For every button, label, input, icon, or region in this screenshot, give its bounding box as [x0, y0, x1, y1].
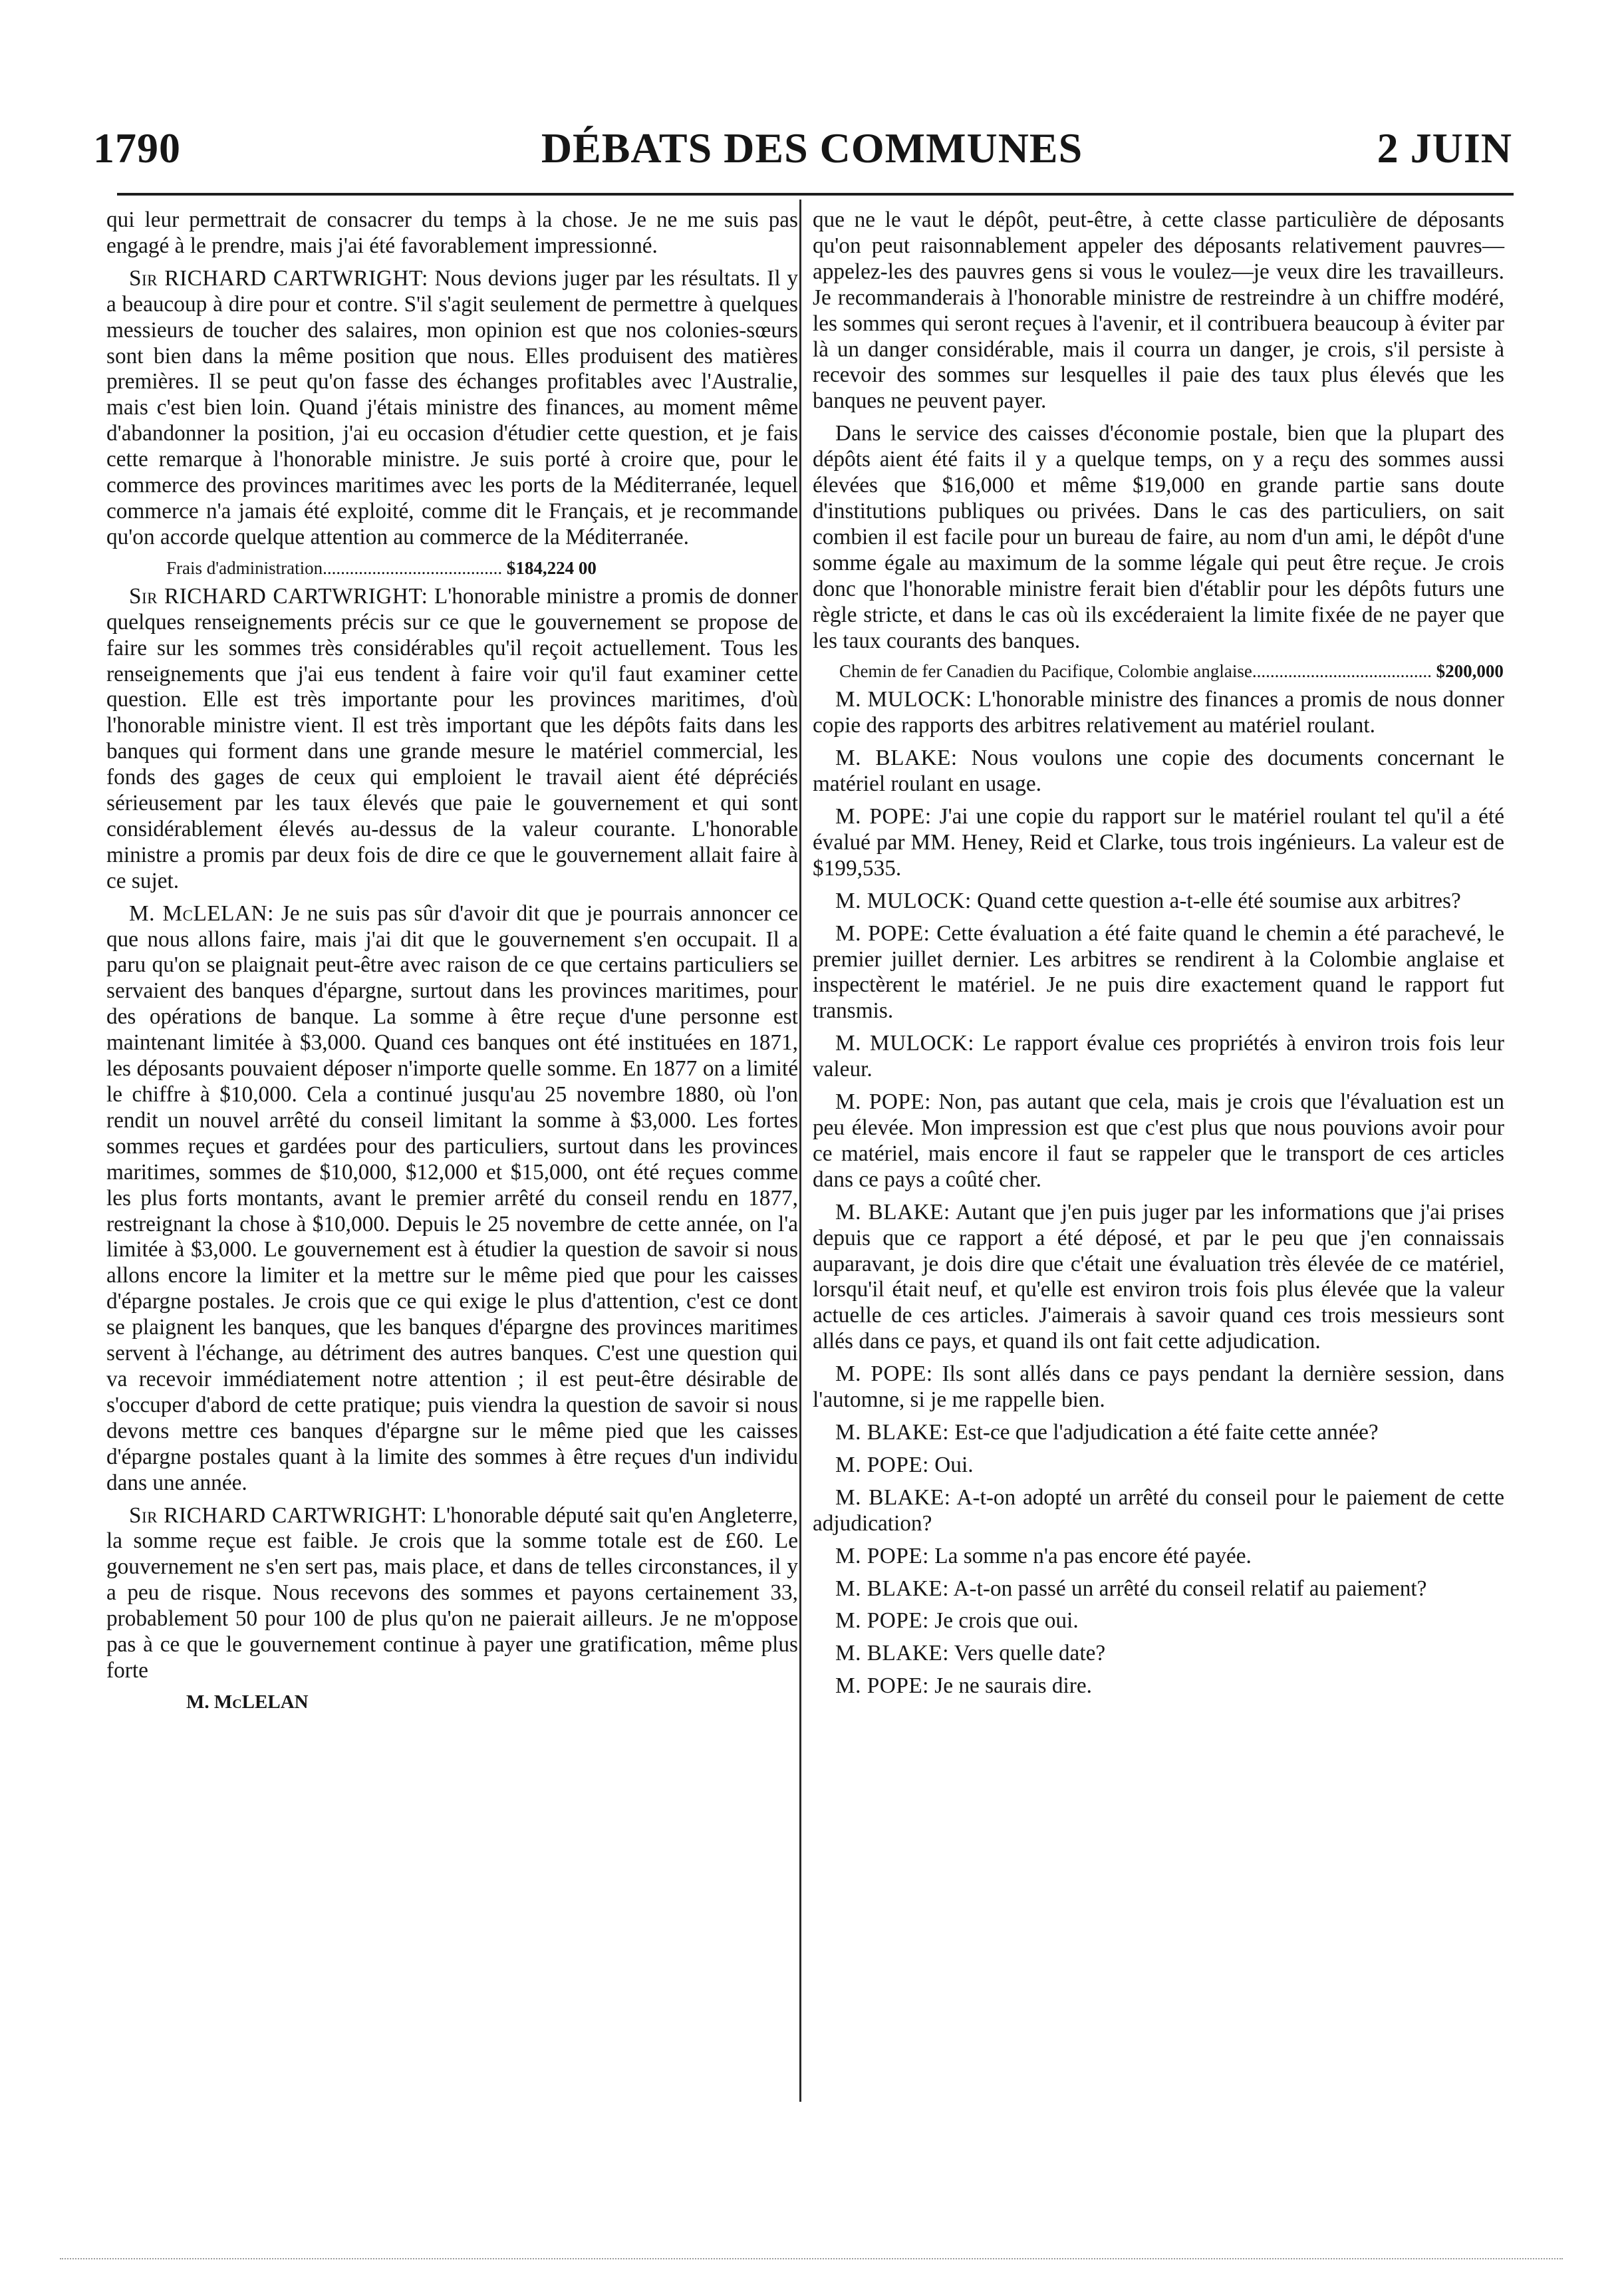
- speech: A-t-on passé un arrêté du conseil relatif au paiement?: [949, 1576, 1427, 1601]
- speaker: Sir RICHARD CARTWRIGHT:: [129, 583, 428, 609]
- item-label: Frais d'administration........................................: [166, 557, 503, 578]
- footer-rule: [60, 2258, 1563, 2261]
- dialogue-line: [813, 1641, 1504, 1667]
- speech: Ils sont allés dans ce pays pendant la dernière session, dans l'automne, si je me rappelle bien.: [813, 1361, 1504, 1413]
- speech: Quand cette question a-t-elle été soumise aux arbitres?: [971, 888, 1461, 913]
- dialogue-line: [813, 746, 1504, 797]
- budget-item: [106, 557, 798, 579]
- signature: M. McLELAN: [186, 1691, 309, 1713]
- item-amount: $184,224 00: [506, 557, 597, 578]
- right-column: [813, 208, 1504, 1706]
- dialogue-line: [813, 1453, 1504, 1479]
- speaker: M. BLAKE:: [835, 1641, 949, 1666]
- speaker: Sir RICHARD CARTWRIGHT:: [129, 265, 428, 291]
- speech: Je ne saurais dire.: [928, 1673, 1092, 1699]
- speech: J'ai une copie du rapport sur le matériel roulant tel qu'il a été évalué par MM. Heney, Reid et Clarke, tous trois ingénieurs. La valeur est de $199,535.: [813, 804, 1504, 881]
- dialogue-line: [813, 1200, 1504, 1355]
- dialogue-line: [813, 1031, 1504, 1083]
- dialogue-line: [813, 1420, 1504, 1446]
- speaker: M. POPE:: [835, 1673, 929, 1699]
- dialogue-line: [813, 921, 1504, 1025]
- speech: Le rapport évalue ces propriétés à environ trois fois leur valeur.: [813, 1031, 1504, 1082]
- speech: Non, pas autant que cela, mais je crois que l'évaluation est un peu élevée. Mon impression est que c'est plus que nous pouvions avoir pour ce matériel, mais encore il faut se rappeler que le transport de ces articles dans ce pays a coûté cher.: [813, 1089, 1504, 1192]
- speech: Nous voulons une copie des documents concernant le matériel roulant en usage.: [813, 746, 1504, 797]
- speech: L'honorable ministre des finances a promis de nous donner copie des rapports des arbitres relativement au matériel roulant.: [813, 687, 1504, 738]
- dialogue-line: [813, 1673, 1504, 1699]
- speaker: M. McLELAN:: [129, 901, 274, 926]
- speaker: M. BLAKE:: [835, 1485, 951, 1510]
- speech: Oui.: [928, 1452, 974, 1477]
- budget-item: [813, 660, 1504, 682]
- dialogue-line: [813, 1089, 1504, 1193]
- paragraph: Dans le service des caisses d'économie postale, bien que la plupart des dépôts aient été faits il y a quelque temps, on y a reçu des sommes aussi élevées que $16,000 et même $19,000 en grande partie sans doute d'institutions publiques ou privées. Dans le cas des particuliers, on sait combien il est facile pour un bureau de faire, au nom d'un ami, le dépôt d'une somme égale au maximum de la somme légale qui peut être reçue. Je crois donc que l'honorable ministre ferait bien d'établir pour les dépôts futurs une règle stricte, et dans le cas où ils excéderaient la limite fixée de ne payer que les taux courants des banques.: [813, 421, 1504, 653]
- speaker: Sir RICHARD CARTWRIGHT:: [129, 1502, 427, 1528]
- speaker: M. MULOCK:: [835, 1031, 975, 1056]
- speaker: M. MULOCK:: [835, 888, 972, 913]
- page-title: DÉBATS DES COMMUNES: [541, 124, 1083, 172]
- speaker: M. POPE:: [835, 1361, 933, 1387]
- paragraph: [106, 901, 798, 1497]
- speaker: M. BLAKE:: [835, 1419, 949, 1445]
- paragraph: [106, 1503, 798, 1684]
- header-rule: [117, 193, 1514, 196]
- column-divider: [799, 200, 801, 2102]
- dialogue-line: [813, 1576, 1504, 1602]
- item-label: Chemin de fer Canadien du Pacifique, Colombie anglaise........................................: [839, 661, 1432, 682]
- speech: L'honorable député sait qu'en Angleterre, la somme reçue est faible. Je crois que la somme totale est de £60. Le gouvernement ne s'en sert pas, mais place, et dans de telles circonstances, il y a peu de risque. Nous recevons des sommes et payons certainement 33, probablement 50 pour 100 de plus qu'on ne paierait ailleurs. Je ne m'oppose pas à ce que le gouvernement continue à payer une gratification, même plus forte: [106, 1502, 798, 1683]
- speech: La somme n'a pas encore été payée.: [928, 1543, 1252, 1568]
- speaker: M. POPE:: [835, 1608, 929, 1634]
- dialogue-line: [813, 889, 1504, 915]
- speech: Cette évaluation a été faite quand le chemin a été parachevé, le premier juillet dernier. Les arbitres se rendirent à la Colombie anglaise et inspectèrent le matériel. Je ne puis dire exactement quand le rapport fut transmis.: [813, 921, 1504, 1024]
- speaker: M. BLAKE:: [835, 1199, 950, 1224]
- speech: Je ne suis pas sûr d'avoir dit que je pourrais annoncer ce que nous allons faire, mais j'ai dit que le gouvernement s'en occupait. Il a paru qu'on se plaignait peut-être avec raison de ce que certains particuliers se servaient des banques d'épargne, surtout dans les provinces maritimes, pour des opérations de banque. La somme à être reçue d'une personne est maintenant limitée à $3,000. Quand ces banques ont été instituées en 1871, les déposants pouvaient déposer n'importe quelle somme. En 1877 on a limité le chiffre à $10,000. Cela a continué jusqu'au 25 novembre 1880, où l'on rendit un nouvel arrêté du conseil limitant la somme à $3,000. Les fortes sommes reçues et gardées pour des particuliers, surtout dans les provinces maritimes, sommes de $10,000, $12,000 et $15,000, ont été reçues comme les plus forts montants, avant le premier arrêté du conseil rendu en 1877, restreignant la chose à $10,000. Depuis le 25 novembre de cette année, on l'a limitée à $3,000. Le gouvernement est à étudier la question de savoir si nous allons encore la limiter et la mettre sur le même pied que pour les caisses d'épargne postales. Je crois que ce qui exige le plus d'attention, c'est ce dont se plaignent les banques, que les banques d'épargne des provinces maritimes servent à l'échange, au détriment des autres banques. C'est une question qui va recevoir immédiatement notre attention ; il est peut-être désirable de s'occuper d'abord de cette pratique; puis viendra la question de savoir si nous devons mettre ces banques d'épargne sur le même pied que les caisses d'épargne postales quant à la limite des sommes à être reçues d'un individu dans une année.: [106, 901, 799, 1495]
- page-date: 2 JUIN: [1377, 124, 1512, 172]
- speaker: M. BLAKE:: [835, 1576, 949, 1601]
- speaker: M. POPE:: [835, 1089, 931, 1115]
- speaker: M. POPE:: [835, 1543, 929, 1568]
- speech: A-t-on adopté un arrêté du conseil pour le paiement de cette adjudication?: [813, 1485, 1504, 1536]
- speaker: M. POPE:: [835, 1452, 929, 1477]
- paragraph: qui leur permettrait de consacrer du temps à la chose. Je ne me suis pas engagé à le prendre, mais j'ai été favorablement impressionné.: [106, 208, 798, 258]
- page-number: 1790: [93, 124, 181, 172]
- speech: Autant que j'en puis juger par les informations que j'ai prises depuis que ce rapport a été déposé, et par le peu que j'en connaissais auparavant, je dois dire que c'était une évaluation très élevée de ce matériel, lorsqu'il était neuf, et qu'elle est environ trois fois plus élevée que la valeur actuelle de ces articles. J'aimerais à savoir quand ces trois messieurs sont allés dans ce pays, et quand ils ont fait cette adjudication.: [813, 1199, 1504, 1354]
- left-column: [106, 208, 798, 1713]
- speech: Nous devions juger par les résultats. Il y a beaucoup à dire pour et contre. S'il s'agit seulement de permettre à quelques messieurs de toucher des salaires, mon opinion est que nos colonies-sœurs sont bien dans la même position que nous. Elles produisent des matières premières. Il se peut qu'on fasse des échanges profitables avec l'Australie, mais c'est bien loin. Quand j'étais ministre des finances, au moment même d'abandonner la position, j'ai eu occasion d'étudier cette question, et je fais cette remarque à l'honorable ministre. Je suis porté à croire que, pour le commerce des provinces maritimes avec les ports de la Méditerranée, lequel commerce n'a jamais été exploité, comme dit le Français, et je recommande qu'on accorde quelque attention au commerce de la Méditerranée.: [106, 265, 798, 549]
- dialogue-line: [813, 1544, 1504, 1570]
- dialogue-line: [813, 1608, 1504, 1634]
- speaker: M. BLAKE:: [835, 746, 958, 771]
- item-amount: $200,000: [1436, 661, 1504, 682]
- speaker: M. POPE:: [835, 921, 930, 946]
- dialogue: [813, 687, 1504, 1699]
- dialogue-line: [813, 1485, 1504, 1537]
- dialogue-line: [813, 1361, 1504, 1413]
- paragraph: [106, 266, 798, 551]
- speech: L'honorable ministre a promis de donner quelques renseignements précis sur ce que le gouvernement se propose de faire sur les sommes très considérables qu'il reçoit actuellement. Tous les renseignements que j'ai eus tendent à faire voir qu'il faut examiner cette question. Elle est très importante pour les provinces maritimes, d'où l'honorable ministre vient. Il est très important que les dépôts faits dans les banques qui forment dans une grande mesure le matériel commercial, les fonds des gages de ceux qui emploient le travail aient été dépréciés sérieusement par les taux élevés que paie le gouvernement et qui sont considérablement élevés au-dessus de la valeur courante. L'honorable ministre a promis par deux fois de dire ce que le gouvernement allait faire à ce sujet.: [106, 583, 798, 893]
- dialogue-line: [813, 804, 1504, 882]
- speaker: M. POPE:: [835, 804, 932, 829]
- paragraph: que ne le vaut le dépôt, peut-être, à cette classe particulière de déposants qu'on peut raisonnablement appeler des déposants relativement pauvres—appelez-les des pauvres gens si vous le voulez—je veux dire les travailleurs. Je recommanderais à l'honorable ministre de restreindre à un chiffre modéré, les sommes qui seront reçues à l'avenir, et il contribuera beaucoup à éviter par là un danger considérable, mais il courra un danger, je crois, s'il persiste à recevoir des sommes sur lesquelles il paie des taux plus élevés que les banques ne peuvent payer.: [813, 208, 1504, 414]
- paragraph: [106, 584, 798, 895]
- speaker: M. MULOCK:: [835, 687, 972, 712]
- speech: Vers quelle date?: [949, 1641, 1106, 1666]
- dialogue-line: [813, 687, 1504, 739]
- speech: Est-ce que l'adjudication a été faite cette année?: [949, 1419, 1379, 1445]
- speech: Je crois que oui.: [928, 1608, 1079, 1634]
